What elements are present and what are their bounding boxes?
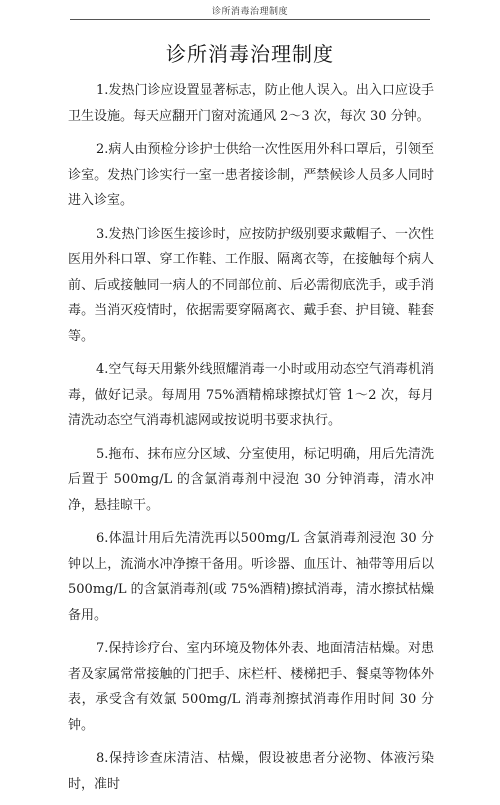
paragraph-8: 8.保持诊查床清洁、枯燥，假设被患者分泌物、体液污染时，准时 [68,751,434,792]
paragraph-2: 2.病人由预检分诊护士供给一次性医用外科口罩后，引领至诊室。发热门诊实行一室一患者接诊制，严禁候诊人员多人同时进入诊室。 [68,142,434,208]
paragraph-7: 7.保持诊疗台、室内环境及物体外表、地面清洁枯燥。对患者及家属常常接触的门把手、床栏杆、楼梯把手、餐桌等物体外表，承受含有效氯 500mg/L 消毒剂擦拭消毒作用时间 30 分钟。 [68,641,434,733]
paragraph-3: 3.发热门诊医生接诊时，应按防护级别要求戴帽子、一次性医用外科口罩、穿工作鞋、工作服、隔离衣等，在接触每个病人前、后或接触同一病人的不同部位前、后必需彻底洗手，或手消毒。当消灭疫情时，依据需要穿隔离衣、戴手套、护目镜、鞋套等。 [68,226,434,344]
document-body [68,78,434,805]
paragraph-5: 5.拖布、抹布应分区域、分室使用，标记明确，用后先清洗后置于 500mg/L 的含氯消毒剂中浸泡 30 分钟消毒，清水冲净，悬挂晾干。 [68,446,434,513]
paragraph-1: 1.发热门诊应设置显著标志，防止他人误入。出入口应设手卫生设施。每天应翻开门窗对流通风 2～3 次，每次 30 分钟。 [68,83,434,124]
document-title: 诊所消毒治理制度 [166,42,334,66]
header-divider [70,19,430,20]
running-header: 诊所消毒治理制度 [211,7,288,17]
paragraph-4: 4.空气每天用紫外线照耀消毒一小时或用动态空气消毒机消毒，做好记录。每周用 75%酒精棉球擦拭灯管 1～2 次，每月清洗动态空气消毒机滤网或按说明书要求执行。 [68,362,434,428]
paragraph-6: 6.体温计用后先清洗再以500mg/L 含氯消毒剂浸泡 30 分钟以上，流淌水冲净擦干备用。听诊器、血压计、袖带等用后以 500mg/L 的含氯消毒剂(或 75%酒精)擦拭消毒，清水擦拭枯燥备用。 [68,531,434,623]
